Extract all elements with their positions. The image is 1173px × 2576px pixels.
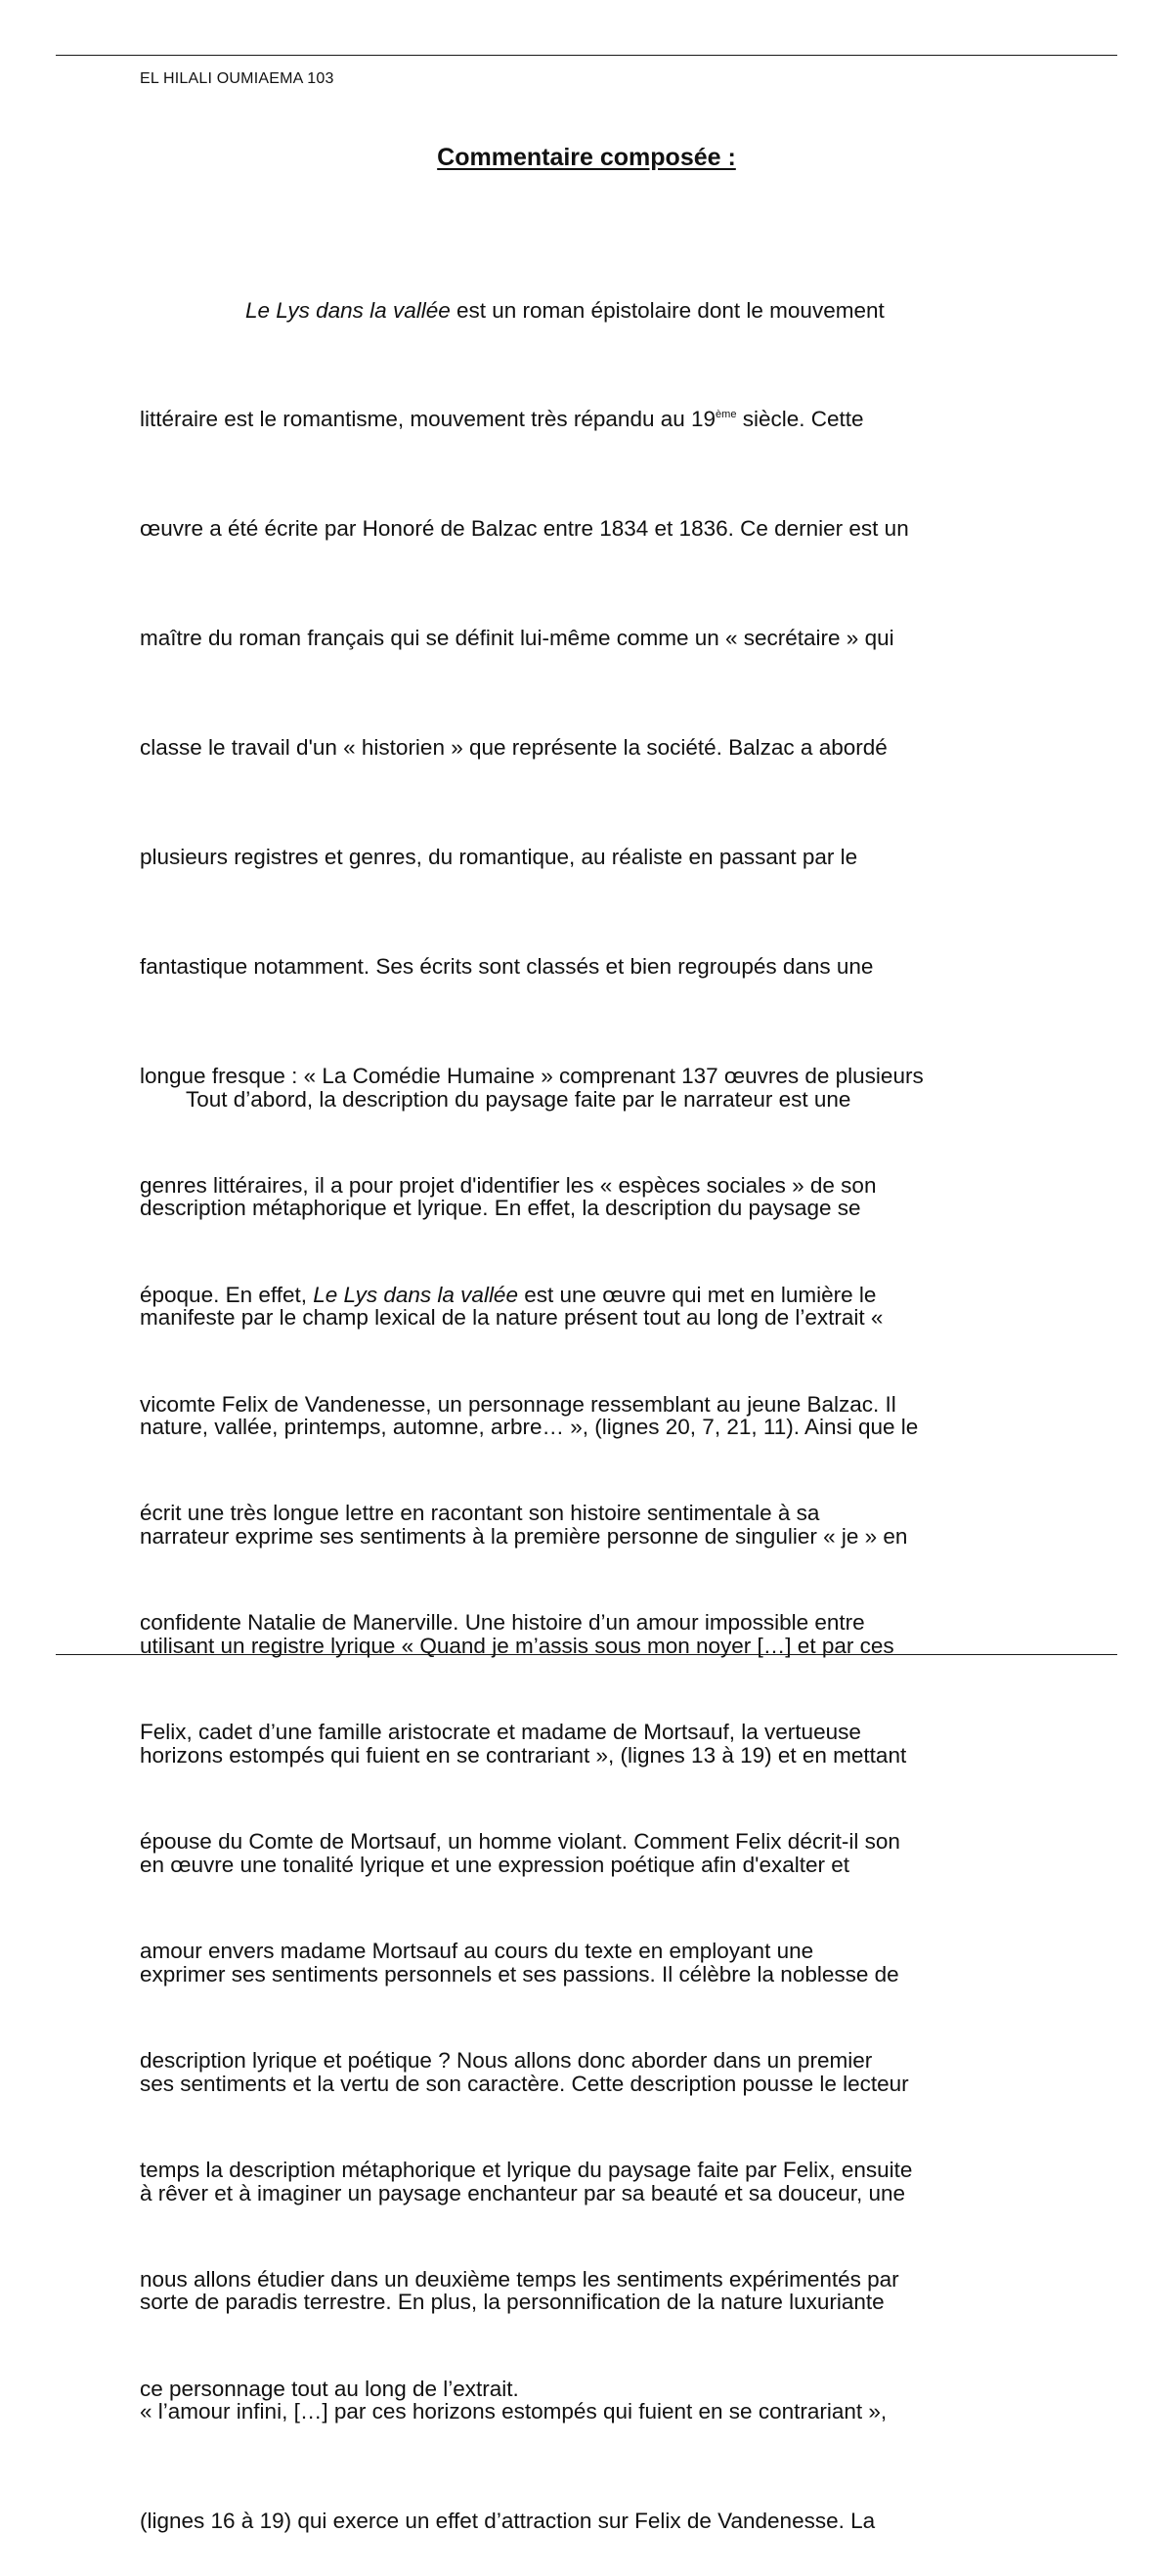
paragraph-line: écrit une très longue lettre en racontant son histoire sentimentale à sa [140, 1501, 820, 1526]
paragraph-line: description lyrique et poétique ? Nous allons donc aborder dans un premier [140, 2047, 873, 2073]
paragraph-line: œuvre a été écrite par Honoré de Balzac entre 1834 et 1836. Ce dernier est un [140, 516, 909, 542]
paragraph-line: confidente Natalie de Manerville. Une histoire d’un amour impossible entre [140, 1610, 865, 1636]
paragraph-line: époque. En effet, Le Lys dans la vallée est une œuvre qui met en lumière le [140, 1282, 877, 1307]
paragraph-line: nature, vallée, printemps, automne, arbre… », (lignes 20, 7, 21, 11). Ainsi que le [140, 1415, 919, 1440]
paragraph-line: ses sentiments et la vertu de son caractère. Cette description pousse le lecteur [140, 2071, 909, 2096]
book-title-italic: Le Lys dans la vallée [245, 297, 451, 323]
second-paragraph [140, 1008, 1039, 2576]
paragraph-line: amour envers madame Mortsauf au cours du texte en employant une [140, 1938, 814, 1963]
paragraph-line: littéraire est le romantisme, mouvement très répandu au 19ème siècle. Cette [140, 407, 864, 432]
paragraph-line: narrateur exprime ses sentiments à la première personne de singulier « je » en [140, 1524, 908, 1550]
paragraph-line: classe le travail d'un « historien » que représente la société. Balzac a abordé [140, 735, 888, 761]
paragraph-line: « l’amour infini, […] par ces horizons estompés qui fuient en se contrariant », [140, 2399, 888, 2424]
superscript-ordinal: ème [716, 409, 737, 421]
paragraph-line: Le Lys dans la vallée est un roman épistolaire dont le mouvement [245, 297, 885, 323]
paragraph-line: Tout d’abord, la description du paysage faite par le narrateur est une [186, 1086, 851, 1112]
page-title-text: Commentaire composée : [437, 144, 736, 171]
paragraph-line: exprimer ses sentiments personnels et ses passions. Il célèbre la noblesse de [140, 1961, 899, 1987]
author-header: EL HILALI OUMIAEMA 103 [140, 70, 334, 87]
paragraph-line: sorte de paradis terrestre. En plus, la personnification de la nature luxuriante [140, 2290, 885, 2315]
paragraph-line: genres littéraires, il a pour projet d'identifier les « espèces sociales » de son [140, 1172, 877, 1198]
paragraph-line: maître du roman français qui se définit lui-même comme un « secrétaire » qui [140, 626, 894, 651]
paragraph-line: à rêver et à imaginer un paysage enchanteur par sa beauté et sa douceur, une [140, 2180, 906, 2205]
bottom-rule [56, 1654, 1117, 1655]
page-title [0, 144, 1173, 172]
paragraph-line: description métaphorique et lyrique. En effet, la description du paysage se [140, 1196, 861, 1221]
book-title-italic: Le Lys dans la vallée [313, 1282, 518, 1307]
paragraph-line: temps la description métaphorique et lyrique du paysage faite par Felix, ensuite [140, 2157, 913, 2182]
paragraph-line: horizons estompés qui fuient en se contrariant », (lignes 13 à 19) et en mettant [140, 1742, 907, 1768]
top-rule [56, 55, 1117, 56]
paragraph-line: fantastique notamment. Ses écrits sont classés et bien regroupés dans une [140, 953, 874, 979]
paragraph-line: (lignes 16 à 19) qui exerce un effet d’attraction sur Felix de Vandenesse. La [140, 2509, 876, 2534]
paragraph-line: Felix, cadet d’une famille aristocrate et madame de Mortsauf, la vertueuse [140, 1720, 861, 1745]
paragraph-line: ce personnage tout au long de l’extrait. [140, 2376, 519, 2401]
paragraph-line: plusieurs registres et genres, du romantique, au réaliste en passant par le [140, 845, 858, 870]
paragraph-line: manifeste par le champ lexical de la nature présent tout au long de l’extrait « [140, 1305, 884, 1331]
paragraph-line: vicomte Felix de Vandenesse, un personnage ressemblant au jeune Balzac. Il [140, 1391, 896, 1417]
paragraph-line: nous allons étudier dans un deuxième temps les sentiments expérimentés par [140, 2266, 899, 2292]
paragraph-line: en œuvre une tonalité lyrique et une expression poétique afin d'exalter et [140, 1852, 849, 1877]
paragraph-line: longue fresque : « La Comédie Humaine » comprenant 137 œuvres de plusieurs [140, 1063, 924, 1088]
paragraph-line: utilisant un registre lyrique « Quand je m’assis sous mon noyer […] et par ces [140, 1634, 894, 1659]
paragraph-line: épouse du Comte de Mortsauf, un homme violant. Comment Felix décrit-il son [140, 1829, 900, 1855]
